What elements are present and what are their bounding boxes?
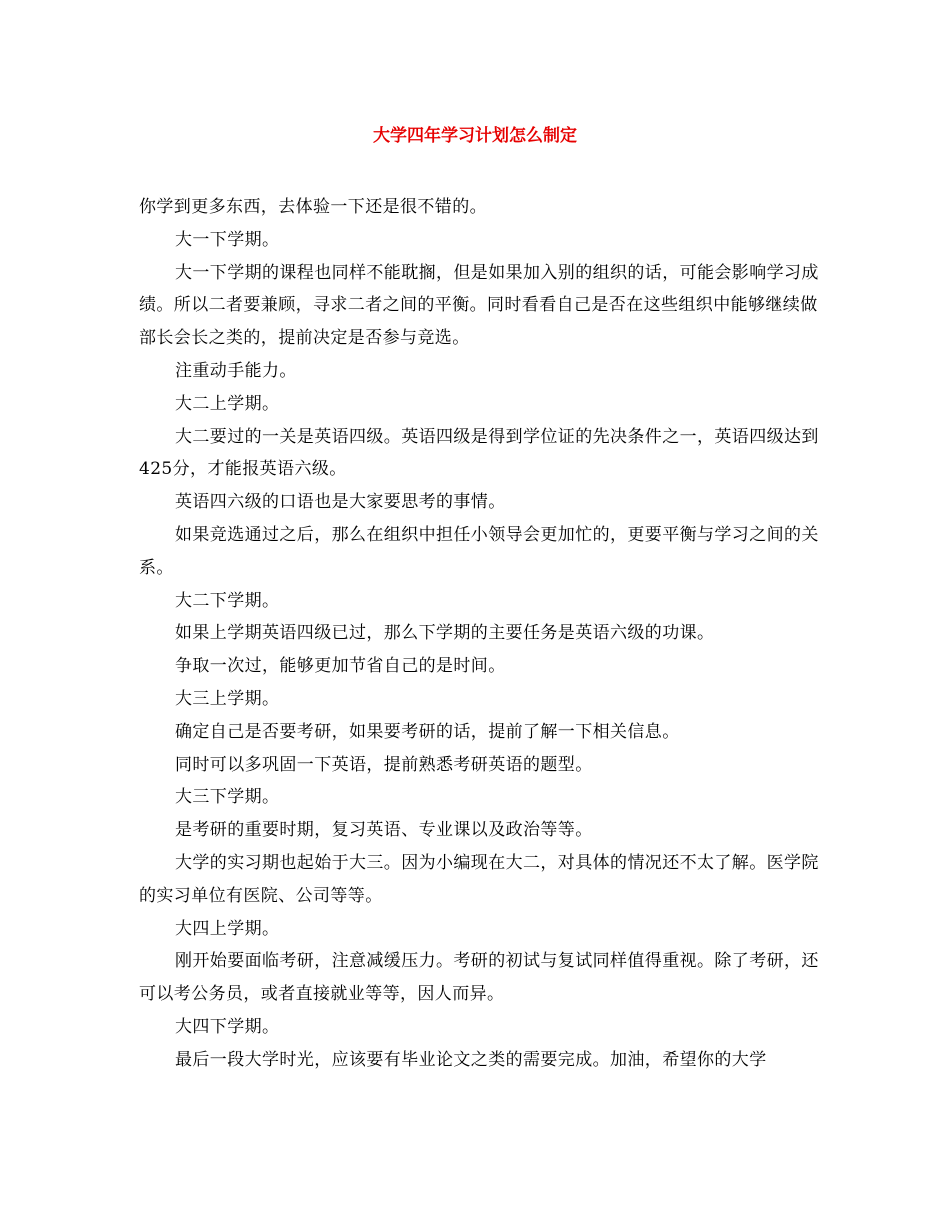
paragraph: 英语四六级的口语也是大家要思考的事情。 [175, 492, 506, 513]
paragraph: 你学到更多东西，去体验一下还是很不错的。 [139, 197, 487, 217]
paragraph: 大三下学期。 [175, 787, 280, 808]
paragraph: 如果竞选通过之后，那么在组织中担任小领导会更加忙的，更要平衡与学习之间的关系。 [139, 524, 819, 578]
paragraph: 是考研的重要时期，复习英语、专业课以及政治等等。 [175, 820, 593, 841]
paragraph: 大一下学期。 [175, 229, 280, 250]
paragraph: 确定自己是否要考研，如果要考研的话，提前了解一下相关信息。 [175, 721, 680, 742]
paragraph: 大学的实习期也起始于大三。因为小编现在大二，对具体的情况还不太了解。医学院的实习单位有医院、公司等等。 [139, 852, 819, 906]
paragraph: 同时可以多巩固一下英语，提前熟悉考研英语的题型。 [175, 754, 593, 775]
paragraph: 如果上学期英语四级已过，那么下学期的主要任务是英语六级的功课。 [175, 623, 715, 644]
paragraph: 大四下学期。 [175, 1016, 280, 1037]
paragraph: 大二下学期。 [175, 590, 280, 611]
paragraph: 大四上学期。 [175, 918, 280, 939]
document-title: 大学四年学习计划怎么制定 [373, 126, 577, 146]
paragraph: 争取一次过，能够更加节省自己的是时间。 [175, 656, 506, 677]
paragraph: 注重动手能力。 [175, 360, 297, 381]
paragraph: 大二上学期。 [175, 393, 280, 414]
paragraph: 最后一段大学时光，应该要有毕业论文之类的需要完成。加油，希望你的大学 [175, 1049, 767, 1070]
paragraph: 大二要过的一关是英语四级。英语四级是得到学位证的先决条件之一，英语四级达到425分，才能报英语六级。 [139, 426, 819, 480]
paragraph: 刚开始要面临考研，注意减缓压力。考研的初试与复试同样值得重视。除了考研，还可以考公务员，或者直接就业等等，因人而异。 [139, 951, 819, 1005]
paragraph: 大一下学期的课程也同样不能耽搁，但是如果加入别的组织的话，可能会影响学习成绩。所以二者要兼顾，寻求二者之间的平衡。同时看看自己是否在这些组织中能够继续做部长会长之类的，提前决定是否参与竞选。 [139, 262, 819, 349]
paragraph: 大三上学期。 [175, 688, 280, 709]
document-body [139, 191, 819, 1077]
